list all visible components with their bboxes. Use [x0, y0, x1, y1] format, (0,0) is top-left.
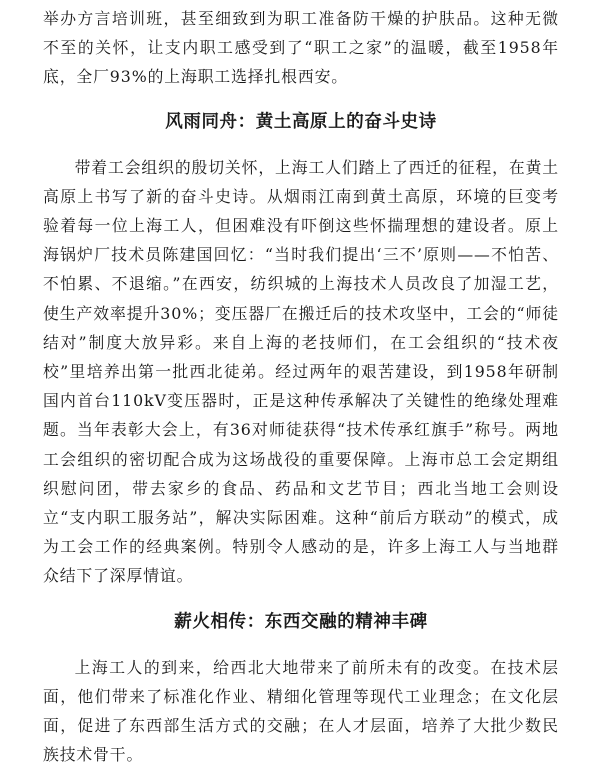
section-heading-xinhuo-xiangchuan: 薪火相传：东西交融的精神丰碑 [174, 611, 428, 632]
intro-paragraph: 举办方言培训班，甚至细致到为职工准备防干燥的护肤品。这种无微不至的关怀，让支内职工感受到了“职工之家”的温暖，截至1958年底，全厂93%的上海职工选择扎根西安。 [43, 9, 559, 87]
section-paragraph-fengyu-tongzhou: 带着工会组织的殷切关怀，上海工人们踏上了西迁的征程，在黄土高原上书写了新的奋斗史诗。从烟雨江南到黄土高原，环境的巨变考验着每一位上海工人，但困难没有吓倒这些怀揣理想的建设者。原上海锅炉厂技术员陈建国回忆：“当时我们提出‘三不’原则——不怕苦、不怕累、不退缩。”在西安，纺织城的上海技术人员改良了加湿工艺，使生产效率提升30%；变压器厂在搬迁后的技术攻坚中，工会的“师徒结对”制度大放异彩。来自上海的老技师们，在工会组织的“技术夜校”里培养出第一批西北徒弟。经过两年的艰苦建设，到1958年研制国内首台110kV变压器时，正是这种传承解决了关键性的绝缘处理难题。当年表彰大会上，有36对师徒获得“技术传承红旗手”称号。两地工会组织的密切配合成为这场战役的重要保障。上海市总工会定期组织慰问团，带去家乡的食品、药品和文艺节目；西北当地工会则设立“支内职工服务站”，解决实际困难。这种“前后方联动”的模式，成为工会工作的经典案例。特别令人感动的是，许多上海工人与当地群众结下了深厚情谊。 [43, 157, 559, 586]
section-paragraph-xinhuo-xiangchuan: 上海工人的到来，给西北大地带来了前所未有的改变。在技术层面，他们带来了标准化作业、精细化管理等现代工业理念；在文化层面，促进了东西部生活方式的交融；在人才层面，培养了大批少数民族技术骨干。 [43, 657, 559, 765]
section-heading-fengyu-tongzhou: 风雨同舟：黄土高原上的奋斗史诗 [165, 111, 437, 132]
